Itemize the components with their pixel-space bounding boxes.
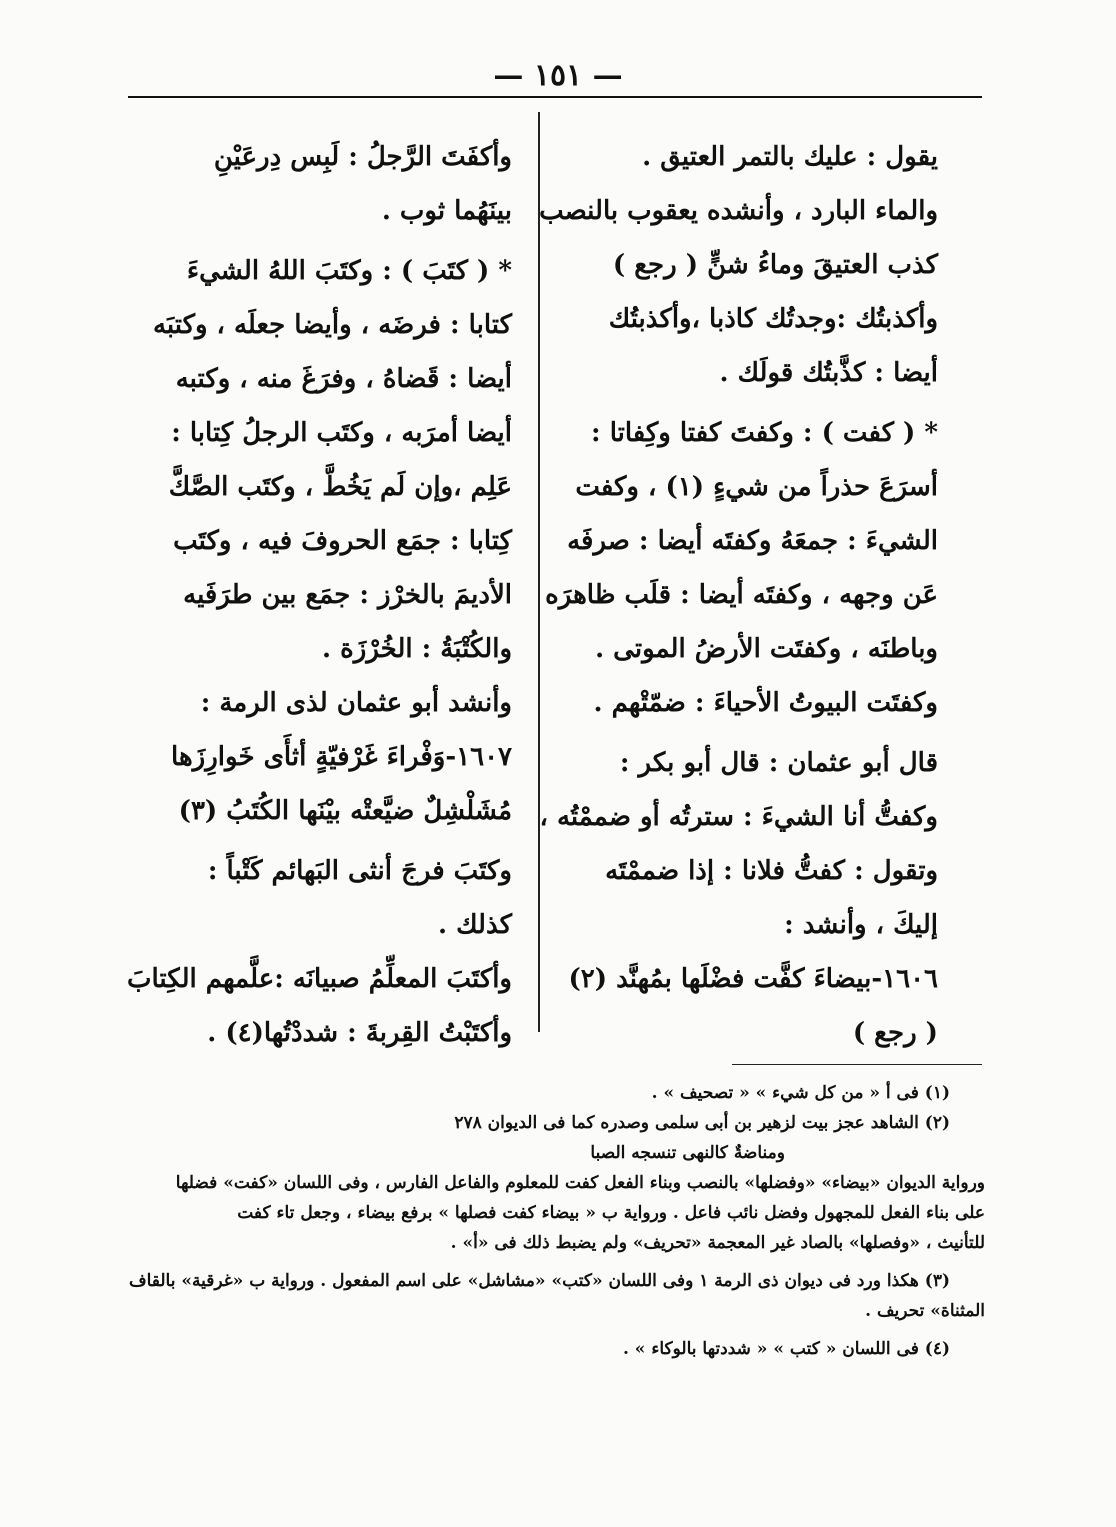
footnote-2-verse: ومناضةٌ كالنهى تنسجه الصبا	[590, 1143, 785, 1163]
text-line: كذلك .	[438, 910, 512, 940]
right-column	[539, 130, 938, 1060]
text-line: وأكتَبْتُ القِربةَ : شددْتُها(٤) .	[207, 1018, 512, 1048]
footnotes	[130, 1078, 985, 1364]
footnote-2-cont: للتأنيث ، «وفصلها» بالصاد غير المعجمة «تحريف» ولم يضبط ذلك فى «أ» .	[450, 1233, 985, 1253]
footnote-4: (٤) فى اللسان « كتب » « شددتها بالوكاء » .	[622, 1339, 950, 1359]
text-line: وكتَبَ فرجَ أنثى البَهائم كَتْباً :	[207, 856, 512, 886]
text-line: وأكذبتُك :وجدتُك كاذبا ،وأكذبتُك	[608, 304, 938, 334]
text-line: عَلِم ،وإن لَم يَخُطَّ ، وكتَب الصَّكَّ	[168, 472, 512, 502]
text-line: وتقول : كفتُّ فلانا : إذا ضممْتَه	[605, 856, 938, 886]
verse-line: مُشَلْشِلٌ ضيَّعتْه بيْنَها الكُتَبُ (٣)	[178, 796, 512, 826]
text-line: وكفتَت البيوتُ الأحياءَ : ضمّتْهم .	[593, 688, 938, 718]
text-line: وأكتَبَ المعلِّمُ صبيانَه :علَّمهم الكِتابَ	[126, 964, 512, 994]
text-line: عَن وجهه ، وكفتَه أيضا : قلَب ظاهرَه	[545, 580, 938, 610]
verse-line: ١٦٠٧-وَفْراءَ غَرْفيّةٍ أثأَى خَوارِزَها	[171, 742, 512, 772]
header-rule	[128, 96, 982, 98]
text-line: كتابا : فرضَه ، وأيضا جعلَه ، وكتبَه	[152, 310, 512, 340]
text-line: كذب العتيقَ وماءُ شنٍّ ( رجع )	[612, 250, 938, 280]
text-line: يقول : عليك بالتمر العتيق .	[642, 142, 938, 172]
page-number: — ١٥١ —	[493, 58, 623, 93]
text-line: إليكَ ، وأنشد :	[784, 910, 938, 940]
text-line: بينَهُما ثوب .	[381, 196, 512, 226]
footnote-2-cont: على بناء الفعل للمجهول وفضل نائب فاعل . ورواية ب « بيضاء كفت فصلها » برفع بيضاء ، وجعل تاء كفت	[237, 1203, 985, 1223]
text-line: والكُتْبَةُ : الخُرْزَة .	[322, 634, 512, 664]
text-line: وكفتُّ أنا الشيءَ : سترتُه أو ضممْتُه ،	[539, 802, 938, 832]
footnote-1: (١) فى أ « من كل شيء » « تصحيف » .	[651, 1083, 950, 1103]
footnote-2-cont: ورواية الديوان «بيضاء» «وفضلها» بالنصب وبناء الفعل كفت للمعلوم والفاعل الفارس ، وفى اللسان «كفت» فضلها	[175, 1173, 985, 1193]
footnote-3: (٣) هكذا ورد فى ديوان ذى الرمة ١ وفى اللسان «كتب» «مشاشل» على اسم المفعول . ورواية ب «غرقية» بالقاف	[128, 1271, 950, 1291]
text-line: * ( كفت ) : وكفتَ كفتا وكِفاتا :	[591, 418, 938, 448]
left-column	[126, 130, 512, 1060]
column-divider	[538, 112, 540, 1032]
text-line: قال أبو عثمان : قال أبو بكر :	[619, 748, 938, 778]
verse-line: ١٦٠٦-بيضاءَ كفَّت فضْلَها بمُهنَّد (٢)	[568, 964, 938, 994]
footnote-3-cont: المثناة» تحريف .	[865, 1301, 985, 1321]
footnote-2: (٢) الشاهد عجز بيت لزهير بن أبى سلمى وصدره كما فى الديوان ٢٧٨	[454, 1113, 950, 1133]
text-line: وباطنَه ، وكفتَت الأرضُ الموتى .	[595, 634, 938, 664]
text-line: الشيءَ : جمعَهُ وكفتَه أيضا : صرفَه	[567, 526, 938, 556]
text-line: كِتابا : جمَع الحروفَ فيه ، وكتَب	[173, 526, 512, 556]
text-line: أيضا : قَضاهُ ، وفرَغَ منه ، وكتبه	[175, 364, 512, 394]
text-line: وأكفَتَ الرَّجلُ : لَبِس دِرعَيْنِ	[213, 142, 512, 172]
text-line: أسرَعَ حذراً من شيءٍ (١) ، وكفت	[575, 472, 938, 502]
text-line: والماء البارد ، وأنشده يعقوب بالنصب	[539, 196, 938, 226]
text-line: * ( كتَبَ ) : وكتَبَ اللهُ الشيءَ	[186, 256, 512, 286]
text-line: أيضا : كذَّبتُك قولَك .	[719, 358, 938, 388]
footnote-rule	[732, 1064, 982, 1065]
text-line: ( رجع )	[852, 1018, 938, 1048]
text-line: أيضا أمرَبه ، وكتَب الرجلُ كِتابا :	[171, 418, 512, 448]
text-line: الأديمَ بالخرْز : جمَع بين طرَفَيه	[183, 580, 512, 610]
text-line: وأنشد أبو عثمان لذى الرمة :	[200, 688, 512, 718]
